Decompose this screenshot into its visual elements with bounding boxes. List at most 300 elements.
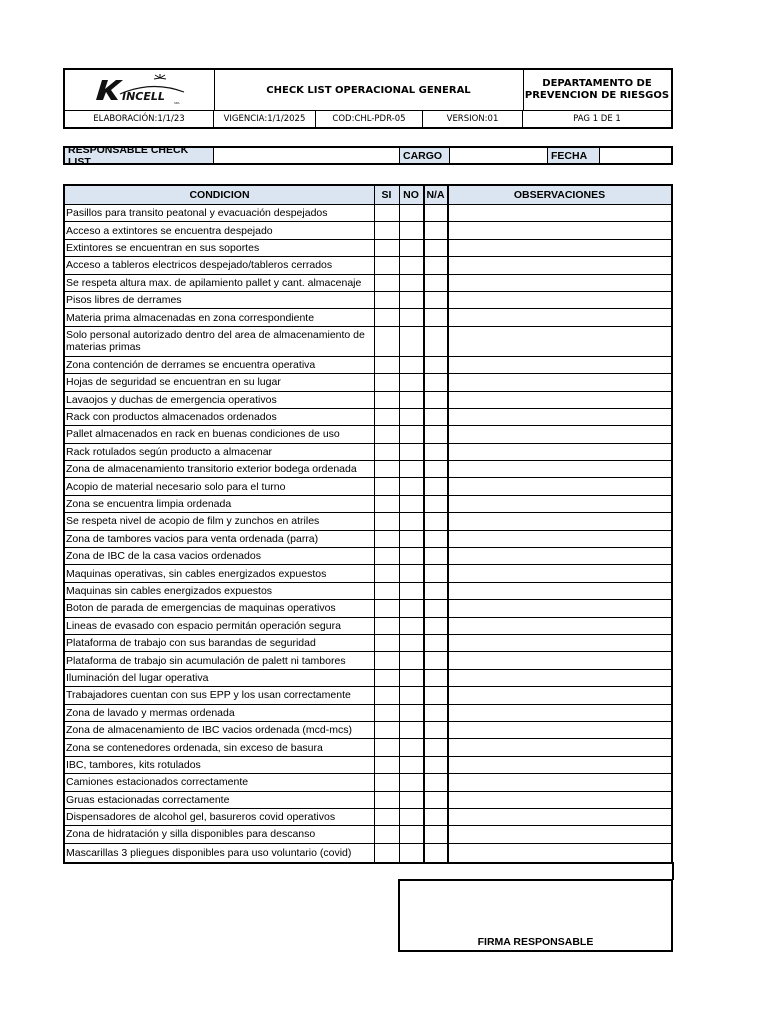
- column-divider: [423, 600, 425, 616]
- si-checkbox[interactable]: [374, 205, 399, 221]
- condicion-cell: Lavaojos y duchas de emergencia operativos: [66, 393, 277, 406]
- checklist-row: [65, 327, 671, 357]
- no-checkbox[interactable]: [399, 240, 423, 256]
- condicion-cell: Iluminación del lugar operativa: [66, 671, 209, 684]
- column-divider: [423, 687, 425, 703]
- no-checkbox[interactable]: [399, 513, 423, 529]
- si-checkbox[interactable]: [374, 357, 399, 373]
- condicion-cell: Zona contención de derrames se encuentra operativa: [66, 358, 316, 371]
- column-divider: [423, 257, 425, 273]
- column-divider: [374, 722, 375, 738]
- observaciones-cell[interactable]: [448, 600, 673, 616]
- observaciones-cell[interactable]: [448, 583, 673, 599]
- na-checkbox[interactable]: [423, 357, 448, 373]
- column-divider: [399, 618, 400, 634]
- column-divider: [374, 374, 375, 390]
- si-checkbox[interactable]: [374, 792, 399, 808]
- observaciones-cell[interactable]: [448, 513, 673, 529]
- column-divider: [399, 222, 400, 238]
- na-checkbox[interactable]: [423, 548, 448, 564]
- observaciones-cell[interactable]: [448, 222, 673, 238]
- cargo-input[interactable]: [450, 148, 548, 163]
- no-checkbox[interactable]: [399, 409, 423, 425]
- si-checkbox[interactable]: [374, 565, 399, 581]
- na-checkbox[interactable]: [423, 739, 448, 755]
- observaciones-cell[interactable]: [448, 309, 673, 325]
- observaciones-cell[interactable]: [448, 687, 673, 703]
- na-checkbox[interactable]: [423, 670, 448, 686]
- column-divider: [447, 548, 449, 564]
- no-checkbox[interactable]: [399, 275, 423, 291]
- column-divider: [374, 240, 375, 256]
- na-checkbox[interactable]: [423, 844, 448, 862]
- checklist-row: [65, 652, 671, 669]
- na-checkbox[interactable]: [423, 809, 448, 825]
- na-checkbox[interactable]: [423, 513, 448, 529]
- condicion-cell: Zona se encuentra limpia ordenada: [66, 498, 232, 511]
- column-divider: [447, 478, 449, 494]
- no-checkbox[interactable]: [399, 292, 423, 308]
- column-divider: [423, 374, 425, 390]
- column-divider: [374, 496, 375, 512]
- no-checkbox[interactable]: [399, 444, 423, 460]
- column-divider: [374, 705, 375, 721]
- company-logo: [65, 70, 215, 110]
- si-checkbox[interactable]: [374, 618, 399, 634]
- column-divider: [447, 600, 449, 616]
- column-divider: [447, 240, 449, 256]
- observaciones-cell[interactable]: [448, 722, 673, 738]
- si-checkbox[interactable]: [374, 409, 399, 425]
- na-checkbox[interactable]: [423, 687, 448, 703]
- column-divider: [399, 357, 400, 373]
- checklist-rows: [65, 205, 671, 862]
- svg-text:INCELL: INCELL: [121, 90, 165, 103]
- column-divider: [399, 240, 400, 256]
- si-checkbox[interactable]: [374, 309, 399, 325]
- no-checkbox[interactable]: [399, 792, 423, 808]
- document-header: [63, 68, 673, 129]
- column-divider: [399, 635, 400, 651]
- no-checkbox[interactable]: [399, 757, 423, 773]
- condicion-cell: Maquinas operativas, sin cables energizados expuestos: [66, 567, 327, 580]
- condicion-cell: Materia prima almacenadas en zona correspondiente: [66, 311, 315, 324]
- observaciones-cell[interactable]: [448, 705, 673, 721]
- checklist-row: [65, 461, 671, 478]
- responsable-input[interactable]: [214, 148, 400, 163]
- si-checkbox[interactable]: [374, 687, 399, 703]
- no-checkbox[interactable]: [399, 426, 423, 442]
- column-divider: [374, 635, 375, 651]
- na-checkbox[interactable]: [423, 722, 448, 738]
- column-divider: [374, 826, 375, 842]
- document-meta-row: [65, 110, 671, 127]
- column-divider: [447, 374, 449, 390]
- responsable-label: RESPONSABLE CHECK LIST: [65, 148, 214, 163]
- column-divider: [447, 257, 449, 273]
- no-checkbox[interactable]: [399, 583, 423, 599]
- na-checkbox[interactable]: [423, 426, 448, 442]
- checklist-row: [65, 635, 671, 652]
- observaciones-cell[interactable]: [448, 426, 673, 442]
- checklist-row: [65, 600, 671, 617]
- column-divider: [447, 809, 449, 825]
- no-checkbox[interactable]: [399, 670, 423, 686]
- no-checkbox[interactable]: [399, 722, 423, 738]
- si-checkbox[interactable]: [374, 739, 399, 755]
- column-divider: [447, 618, 449, 634]
- column-divider: [374, 205, 375, 221]
- condicion-cell: Gruas estacionadas correctamente: [66, 793, 230, 806]
- column-divider: [423, 222, 425, 238]
- na-checkbox[interactable]: [423, 705, 448, 721]
- no-checkbox[interactable]: [399, 461, 423, 477]
- na-checkbox[interactable]: [423, 292, 448, 308]
- na-checkbox[interactable]: [423, 478, 448, 494]
- condicion-cell: Pasillos para transito peatonal y evacuación despejados: [66, 207, 328, 220]
- column-divider: [374, 478, 375, 494]
- column-divider: [423, 357, 425, 373]
- si-checkbox[interactable]: [374, 240, 399, 256]
- checklist-row: [65, 548, 671, 565]
- no-checkbox[interactable]: [399, 327, 423, 356]
- column-divider: [399, 513, 400, 529]
- column-divider: [423, 205, 425, 221]
- na-checkbox[interactable]: [423, 757, 448, 773]
- condicion-cell: Extintores se encuentran en sus soportes: [66, 241, 260, 254]
- si-checkbox[interactable]: [374, 478, 399, 494]
- column-divider: [423, 461, 425, 477]
- column-divider: [399, 687, 400, 703]
- observaciones-cell[interactable]: [448, 257, 673, 273]
- no-checkbox[interactable]: [399, 357, 423, 373]
- col-header-na: N/A: [426, 189, 445, 201]
- na-checkbox[interactable]: [423, 222, 448, 238]
- na-checkbox[interactable]: [423, 826, 448, 842]
- observaciones-cell[interactable]: [448, 409, 673, 425]
- na-checkbox[interactable]: [423, 652, 448, 668]
- si-checkbox[interactable]: [374, 275, 399, 291]
- column-divider: [399, 257, 400, 273]
- checklist-row: [65, 670, 671, 687]
- na-checkbox[interactable]: [423, 496, 448, 512]
- column-divider: [399, 531, 400, 547]
- no-checkbox[interactable]: [399, 565, 423, 581]
- na-checkbox[interactable]: [423, 774, 448, 790]
- column-divider: [423, 496, 425, 512]
- si-checkbox[interactable]: [374, 444, 399, 460]
- checklist-row: [65, 275, 671, 292]
- si-checkbox[interactable]: [374, 583, 399, 599]
- column-divider: [374, 513, 375, 529]
- observaciones-cell[interactable]: [448, 478, 673, 494]
- no-checkbox[interactable]: [399, 205, 423, 221]
- observaciones-cell[interactable]: [448, 374, 673, 390]
- column-divider: [374, 327, 375, 356]
- checklist-row: [65, 792, 671, 809]
- column-divider: [423, 774, 425, 790]
- na-checkbox[interactable]: [423, 600, 448, 616]
- observaciones-cell[interactable]: [448, 826, 673, 842]
- observaciones-cell[interactable]: [448, 844, 673, 862]
- column-divider: [423, 722, 425, 738]
- si-checkbox[interactable]: [374, 392, 399, 408]
- elaboracion-field: ELABORACIÓN:1/1/23: [65, 111, 214, 127]
- no-checkbox[interactable]: [399, 774, 423, 790]
- checklist-row: [65, 309, 671, 326]
- si-checkbox[interactable]: [374, 257, 399, 273]
- observaciones-cell[interactable]: [448, 774, 673, 790]
- observaciones-cell[interactable]: [448, 739, 673, 755]
- column-divider: [423, 275, 425, 291]
- no-checkbox[interactable]: [399, 392, 423, 408]
- no-checkbox[interactable]: [399, 478, 423, 494]
- si-checkbox[interactable]: [374, 705, 399, 721]
- svg-text:SPA: SPA: [173, 101, 180, 105]
- checklist-row: [65, 722, 671, 739]
- si-checkbox[interactable]: [374, 826, 399, 842]
- no-checkbox[interactable]: [399, 635, 423, 651]
- si-checkbox[interactable]: [374, 652, 399, 668]
- column-divider: [447, 205, 449, 221]
- column-divider: [374, 292, 375, 308]
- na-checkbox[interactable]: [423, 618, 448, 634]
- na-checkbox[interactable]: [423, 444, 448, 460]
- observaciones-cell[interactable]: [448, 496, 673, 512]
- observaciones-cell[interactable]: [448, 327, 673, 356]
- si-checkbox[interactable]: [374, 844, 399, 862]
- checklist-row: [65, 513, 671, 530]
- column-divider: [374, 844, 375, 862]
- no-checkbox[interactable]: [399, 531, 423, 547]
- na-checkbox[interactable]: [423, 275, 448, 291]
- observaciones-cell[interactable]: [448, 670, 673, 686]
- column-divider: [423, 635, 425, 651]
- observaciones-cell[interactable]: [448, 357, 673, 373]
- condicion-cell: Maquinas sin cables energizados expuestos: [66, 585, 273, 597]
- si-checkbox[interactable]: [374, 461, 399, 477]
- firma-box[interactable]: [398, 879, 673, 952]
- observaciones-cell[interactable]: [448, 652, 673, 668]
- na-checkbox[interactable]: [423, 531, 448, 547]
- column-divider: [399, 722, 400, 738]
- observaciones-cell[interactable]: [448, 548, 673, 564]
- column-divider: [374, 583, 375, 599]
- checklist-row: [65, 426, 671, 443]
- checklist-row: [65, 478, 671, 495]
- na-checkbox[interactable]: [423, 374, 448, 390]
- si-checkbox[interactable]: [374, 809, 399, 825]
- column-divider: [374, 309, 375, 325]
- na-checkbox[interactable]: [423, 792, 448, 808]
- column-divider: [447, 583, 449, 599]
- na-checkbox[interactable]: [423, 240, 448, 256]
- column-divider: [423, 670, 425, 686]
- observaciones-cell[interactable]: [448, 461, 673, 477]
- observaciones-cell[interactable]: [448, 757, 673, 773]
- column-divider: [374, 409, 375, 425]
- column-divider: [447, 444, 449, 460]
- condicion-cell: Plataforma de trabajo con sus barandas de seguridad: [66, 637, 316, 650]
- na-checkbox[interactable]: [423, 409, 448, 425]
- column-divider: [374, 275, 375, 291]
- version-field: VERSION:01: [423, 111, 523, 127]
- condicion-cell: Trabajadores cuentan con sus EPP y los usan correctamente: [66, 689, 351, 702]
- condicion-cell: Zona de IBC de la casa vacios ordenados: [66, 550, 261, 563]
- column-divider: [399, 583, 400, 599]
- condicion-cell: Zona de almacenamiento de IBC vacios ordenada (mcd-mcs): [66, 724, 352, 737]
- column-divider: [399, 309, 400, 325]
- column-divider: [399, 444, 400, 460]
- na-checkbox[interactable]: [423, 583, 448, 599]
- no-checkbox[interactable]: [399, 309, 423, 325]
- observaciones-cell[interactable]: [448, 444, 673, 460]
- column-divider: [447, 705, 449, 721]
- column-divider: [423, 309, 425, 325]
- column-divider: [399, 774, 400, 790]
- document-title: CHECK LIST OPERACIONAL GENERAL: [214, 70, 524, 110]
- column-divider: [374, 809, 375, 825]
- si-checkbox[interactable]: [374, 374, 399, 390]
- si-checkbox[interactable]: [374, 292, 399, 308]
- si-checkbox[interactable]: [374, 548, 399, 564]
- observaciones-cell[interactable]: [448, 792, 673, 808]
- column-divider: [447, 739, 449, 755]
- column-divider: [374, 357, 375, 373]
- observaciones-cell[interactable]: [448, 565, 673, 581]
- column-divider: [423, 757, 425, 773]
- column-divider: [374, 548, 375, 564]
- pagina-field: PAG 1 DE 1: [573, 114, 621, 124]
- observaciones-cell[interactable]: [448, 275, 673, 291]
- observaciones-cell[interactable]: [448, 392, 673, 408]
- column-divider: [447, 496, 449, 512]
- vigencia-field: VIGENCIA:1/1/2025: [214, 111, 316, 127]
- column-divider: [399, 478, 400, 494]
- column-divider: [399, 600, 400, 616]
- column-divider: [399, 409, 400, 425]
- col-header-condicion: CONDICION: [189, 189, 250, 201]
- no-checkbox[interactable]: [399, 652, 423, 668]
- si-checkbox[interactable]: [374, 635, 399, 651]
- codigo-field: COD:CHL-PDR-05: [316, 111, 423, 127]
- na-checkbox[interactable]: [423, 327, 448, 356]
- condicion-cell: Se respeta altura max. de apilamiento pallet y cant. almacenaje: [66, 276, 362, 289]
- no-checkbox[interactable]: [399, 374, 423, 390]
- col-header-no: NO: [403, 189, 419, 201]
- observaciones-cell[interactable]: [448, 240, 673, 256]
- si-checkbox[interactable]: [374, 426, 399, 442]
- checklist-row: [65, 844, 671, 862]
- observaciones-cell[interactable]: [448, 635, 673, 651]
- na-checkbox[interactable]: [423, 257, 448, 273]
- column-divider: [447, 687, 449, 703]
- column-divider: [447, 461, 449, 477]
- observaciones-cell[interactable]: [448, 292, 673, 308]
- column-divider: [399, 374, 400, 390]
- no-checkbox[interactable]: [399, 222, 423, 238]
- no-checkbox[interactable]: [399, 705, 423, 721]
- no-checkbox[interactable]: [399, 844, 423, 862]
- na-checkbox[interactable]: [423, 205, 448, 221]
- si-checkbox[interactable]: [374, 774, 399, 790]
- no-checkbox[interactable]: [399, 739, 423, 755]
- fecha-input[interactable]: [600, 148, 671, 163]
- column-divider: [374, 670, 375, 686]
- si-checkbox[interactable]: [374, 757, 399, 773]
- column-divider: [399, 826, 400, 842]
- column-divider: [423, 426, 425, 442]
- si-checkbox[interactable]: [374, 513, 399, 529]
- kincell-logo-icon: [92, 74, 188, 106]
- checklist-row: [65, 257, 671, 274]
- checklist-row: [65, 809, 671, 826]
- column-divider: [399, 739, 400, 755]
- checklist-row: [65, 565, 671, 582]
- column-divider: [374, 757, 375, 773]
- si-checkbox[interactable]: [374, 327, 399, 356]
- si-checkbox[interactable]: [374, 531, 399, 547]
- column-divider: [374, 774, 375, 790]
- condicion-cell: Rack rotulados según producto a almacenar: [66, 445, 273, 458]
- na-checkbox[interactable]: [423, 309, 448, 325]
- si-checkbox[interactable]: [374, 670, 399, 686]
- responsable-row: [63, 143, 673, 168]
- column-divider: [374, 792, 375, 808]
- observaciones-cell[interactable]: [448, 531, 673, 547]
- column-divider: [447, 275, 449, 291]
- observaciones-cell[interactable]: [448, 809, 673, 825]
- no-checkbox[interactable]: [399, 600, 423, 616]
- checklist-table: [63, 184, 673, 864]
- checklist-row: [65, 240, 671, 257]
- na-checkbox[interactable]: [423, 461, 448, 477]
- si-checkbox[interactable]: [374, 222, 399, 238]
- condicion-cell: IBC, tambores, kits rotulados: [66, 758, 201, 771]
- observaciones-cell[interactable]: [448, 618, 673, 634]
- checklist-row: [65, 826, 671, 843]
- na-checkbox[interactable]: [423, 635, 448, 651]
- column-divider: [374, 687, 375, 703]
- condicion-cell: Hojas de seguridad se encuentran en su lugar: [66, 376, 281, 389]
- column-divider: [399, 461, 400, 477]
- si-checkbox[interactable]: [374, 722, 399, 738]
- no-checkbox[interactable]: [399, 496, 423, 512]
- observaciones-cell[interactable]: [448, 205, 673, 221]
- no-checkbox[interactable]: [399, 687, 423, 703]
- na-checkbox[interactable]: [423, 392, 448, 408]
- column-divider: [374, 257, 375, 273]
- na-checkbox[interactable]: [423, 565, 448, 581]
- checklist-row: [65, 444, 671, 461]
- column-divider: [399, 844, 400, 862]
- condicion-cell: Mascarillas 3 pliegues disponibles para uso voluntario (covid): [66, 846, 352, 859]
- no-checkbox[interactable]: [399, 257, 423, 273]
- no-checkbox[interactable]: [399, 618, 423, 634]
- no-checkbox[interactable]: [399, 826, 423, 842]
- condicion-cell: Boton de parada de emergencias de maquinas operativos: [66, 602, 336, 615]
- si-checkbox[interactable]: [374, 600, 399, 616]
- column-divider: [447, 652, 449, 668]
- no-checkbox[interactable]: [399, 809, 423, 825]
- si-checkbox[interactable]: [374, 496, 399, 512]
- column-divider: [447, 309, 449, 325]
- department-name: [523, 70, 671, 110]
- checklist-row: [65, 705, 671, 722]
- column-divider: [423, 409, 425, 425]
- no-checkbox[interactable]: [399, 548, 423, 564]
- column-divider: [374, 531, 375, 547]
